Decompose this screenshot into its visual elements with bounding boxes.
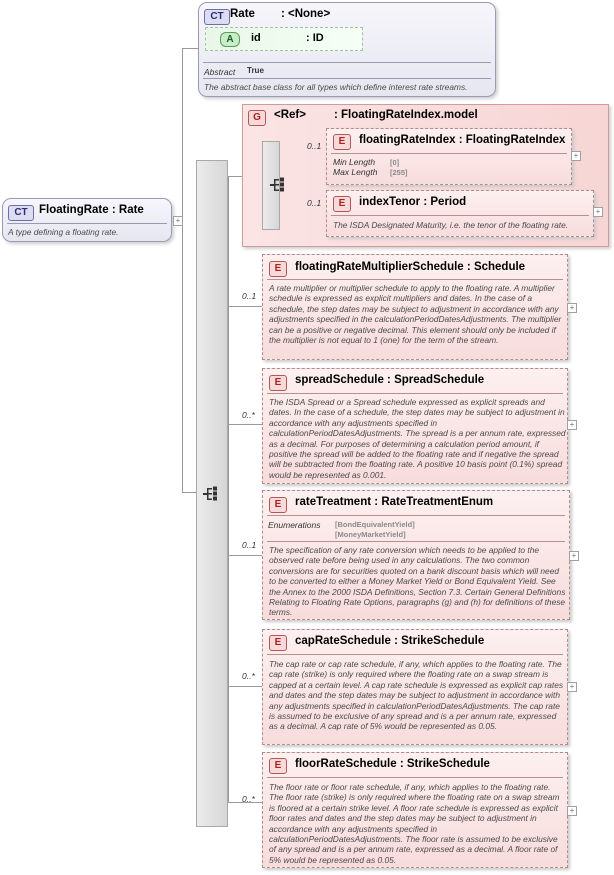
abstract-label: Abstract bbox=[204, 67, 236, 77]
connector bbox=[228, 306, 262, 307]
element-title: rateTreatment : RateTreatmentEnum bbox=[295, 496, 494, 508]
facet-value: [0] bbox=[390, 158, 400, 167]
connector bbox=[182, 492, 196, 493]
attribute-name: id bbox=[251, 32, 261, 44]
base-description: The abstract base class for all types which define interest rate streams. bbox=[204, 82, 468, 92]
element-cap-rate-schedule[interactable] bbox=[262, 629, 568, 745]
enumeration-value: [MoneyMarketYield] bbox=[335, 530, 406, 539]
sequence-compositor[interactable] bbox=[196, 160, 228, 827]
element-title: capRateSchedule : StrikeSchedule bbox=[295, 635, 485, 647]
element-description: The ISDA Designated Maturity, i.e. the tenor of the floating rate. bbox=[333, 220, 569, 230]
divider bbox=[267, 654, 563, 655]
divider bbox=[267, 393, 563, 394]
expand-icon[interactable]: + bbox=[571, 151, 581, 161]
expand-icon[interactable]: + bbox=[567, 682, 577, 692]
connector bbox=[182, 48, 198, 49]
connector bbox=[228, 176, 229, 802]
attribute-type: : ID bbox=[306, 32, 324, 44]
element-title: floorRateSchedule : StrikeSchedule bbox=[295, 758, 490, 770]
complex-type-icon: CT bbox=[8, 205, 34, 221]
element-icon: E bbox=[269, 375, 287, 391]
divider bbox=[267, 541, 565, 542]
connector bbox=[228, 176, 242, 177]
expand-icon[interactable]: + bbox=[569, 551, 579, 561]
element-description: The ISDA Spread or a Spread schedule expressed as explicit spreads and dates. In the case of a schedule, the step dates may be subject to adjustment in accordance with any adjustments specified in calculationPeriodDatesAdjustments. The spread is a per annum rate, expressed as a decimal. For purposes of determining a calculation period amount, if positive the spread will be added to the floating rate and if negative the spread will be subtracted from the floating rate. A positive 10 basis point (0.1%) spread would be represented as 0.001. bbox=[269, 397, 566, 480]
element-description: The floor rate or floor rate schedule, if any, which applies to the floating rate. The floor rate (strike) is only required where the floating rate on a swap stream is floored at a certain strike level. A floor rate schedule is expressed as explicit floor rates and dates and the step dates may be subject to adjustment in accordance with any adjustments specified in calculationPeriodDatesAdjustments. The floor rate is assumed to be exclusive of any spread and is a per annum rate, expressed as a decimal. A floor rate of 5% would be represented as 0.05. bbox=[269, 782, 560, 865]
divider bbox=[203, 78, 491, 79]
element-description: A rate multiplier or multiplier schedule to apply to the floating rate. A multiplier schedule is expressed as explicit multipliers and dates. In the case of a schedule, the step dates may be subject to adjustment in accordance with any adjustments specified in the calculationPeriodDatesAdjustments. The multiplier can be a positive or negative decimal. This element should only be included if the multiplier is not equal to 1 (one) for the term of the stream. bbox=[269, 283, 562, 346]
enumeration-value: [BondEquivalentYield] bbox=[335, 520, 415, 529]
complex-type-icon: CT bbox=[204, 9, 230, 25]
cardinality-label: 0..1 bbox=[307, 141, 322, 151]
element-rate-treatment[interactable] bbox=[262, 490, 570, 620]
element-description: The cap rate or cap rate schedule, if any, which applies to the floating rate. The cap rate (strike) is only required where the floating rate on a swap stream is capped at a certain level. A cap rate schedule is expressed as explicit cap rates and dates and the step dates may be subject to adjustment in accordance with any adjustments specified in calculationPeriodDatesAdjustments. The cap rate is assumed to be exclusive of any spread and is a per annum rate, expressed as a decimal. A cap rate of 5% would be represented as 0.05. bbox=[269, 659, 564, 732]
expand-icon[interactable]: + bbox=[567, 420, 577, 430]
connector bbox=[228, 424, 262, 425]
expand-icon[interactable]: + bbox=[173, 216, 183, 226]
root-type-title: FloatingRate : Rate bbox=[39, 204, 144, 216]
facet-label: Min Length bbox=[333, 157, 376, 167]
cardinality-label: 0..* bbox=[242, 410, 255, 420]
expand-icon[interactable]: + bbox=[567, 303, 577, 313]
element-icon: E bbox=[269, 758, 287, 774]
cardinality-label: 0..1 bbox=[242, 540, 257, 550]
divider bbox=[203, 62, 491, 63]
enumerations-label: Enumerations bbox=[268, 520, 321, 530]
attribute-id[interactable] bbox=[205, 27, 363, 51]
element-floor-rate-schedule[interactable] bbox=[262, 752, 568, 868]
element-title: indexTenor : Period bbox=[359, 196, 467, 208]
sequence-icon bbox=[203, 486, 221, 502]
cardinality-label: 0..1 bbox=[307, 198, 322, 208]
base-type-title: Rate : <None> bbox=[230, 8, 331, 20]
element-icon: E bbox=[333, 196, 351, 212]
root-description: A type defining a floating rate. bbox=[8, 227, 119, 237]
facet-label: Max Length bbox=[333, 167, 378, 177]
attribute-icon: A bbox=[220, 32, 240, 47]
group-icon: G bbox=[248, 110, 266, 126]
element-title: floatingRateMultiplierSchedule : Schedule bbox=[295, 261, 526, 273]
divider bbox=[331, 215, 589, 216]
connector bbox=[182, 48, 183, 492]
divider bbox=[267, 279, 563, 280]
element-title: spreadSchedule : SpreadSchedule bbox=[295, 374, 485, 386]
group-title: <Ref> : FloatingRateIndex.model bbox=[274, 109, 478, 121]
element-icon: E bbox=[333, 134, 351, 150]
facet-value: [255] bbox=[390, 168, 408, 177]
element-icon: E bbox=[269, 261, 287, 277]
divider bbox=[267, 515, 565, 516]
connector bbox=[228, 686, 262, 687]
root-type-node[interactable] bbox=[2, 198, 172, 242]
element-title: floatingRateIndex : FloatingRateIndex bbox=[359, 134, 566, 146]
divider bbox=[331, 153, 567, 154]
element-icon: E bbox=[269, 497, 287, 513]
expand-icon[interactable]: + bbox=[567, 806, 577, 816]
cardinality-label: 0..* bbox=[242, 671, 255, 681]
element-index-tenor[interactable] bbox=[326, 190, 594, 237]
cardinality-label: 0..* bbox=[242, 794, 255, 804]
element-icon: E bbox=[269, 635, 287, 651]
base-type-node[interactable] bbox=[198, 2, 496, 97]
element-floating-rate-index[interactable] bbox=[326, 128, 572, 185]
expand-icon[interactable]: + bbox=[593, 207, 603, 217]
element-spread-schedule[interactable] bbox=[262, 368, 568, 484]
element-description: The specification of any rate conversion which needs to be applied to the observed rate before being used in any calculations. The two common conversions are for securities quoted on a bank discount basis which will need to be converted to either a Money Market Yield or Bond Equivalent Yield. See the Annex to the 2000 ISDA Definitions, Section 7.3. Certain General Definitions Relating to Floating Rate Options, paragraphs (g) and (h) for definitions of these terms. bbox=[269, 545, 566, 618]
element-floating-rate-multiplier-schedule[interactable] bbox=[262, 254, 568, 360]
cardinality-label: 0..1 bbox=[242, 291, 257, 301]
divider bbox=[267, 777, 563, 778]
sequence-icon bbox=[270, 177, 288, 193]
connector bbox=[228, 555, 262, 556]
divider bbox=[7, 223, 167, 224]
abstract-value: True bbox=[247, 66, 264, 75]
